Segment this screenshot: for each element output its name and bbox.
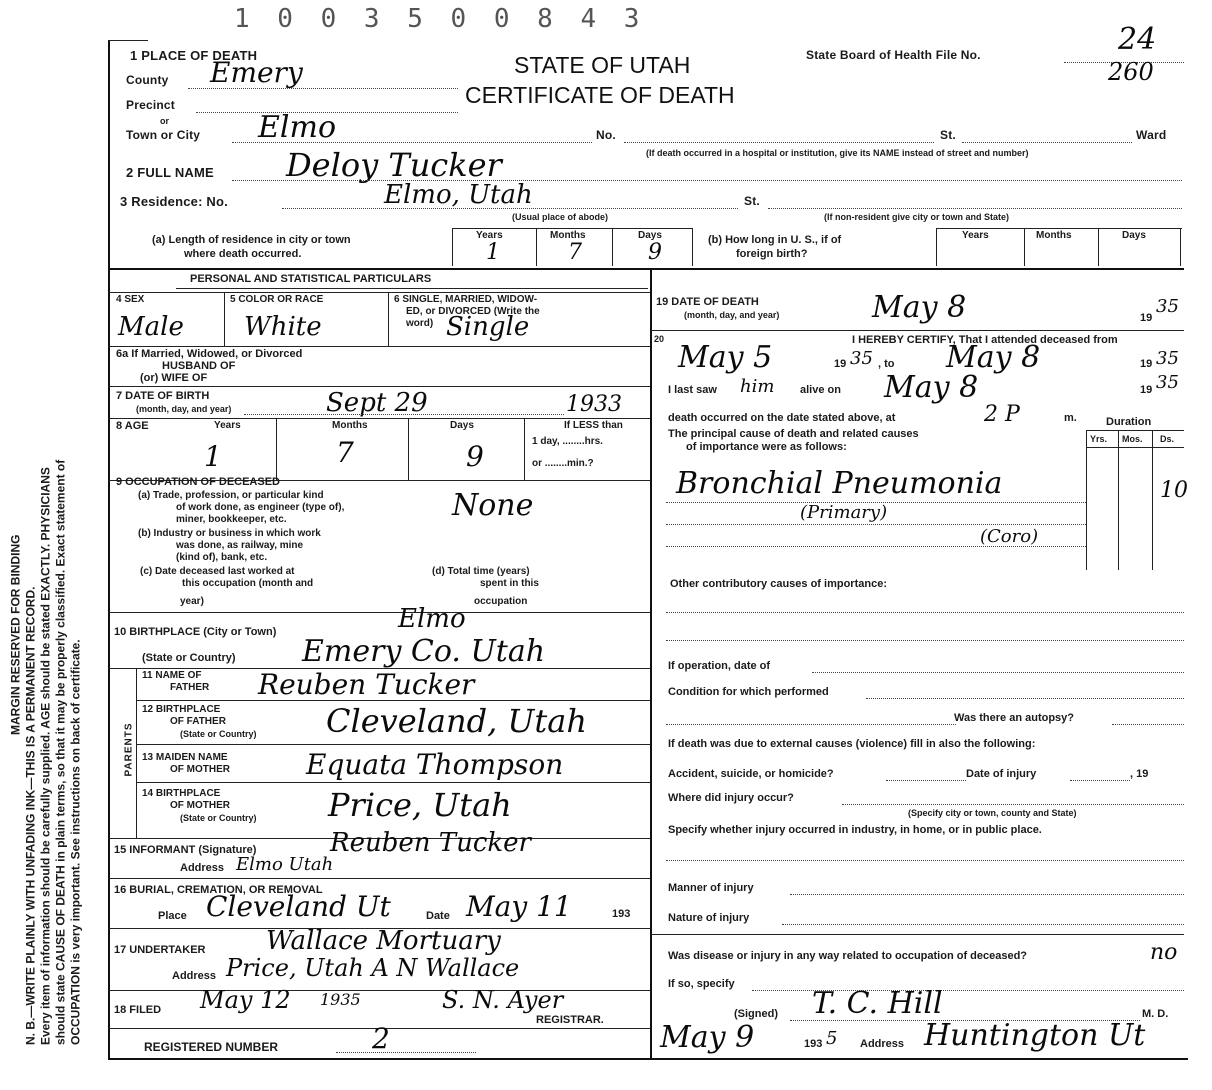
physician-address: Huntington Ut <box>924 1018 1146 1053</box>
attend-to-nineteen: 19 <box>1140 358 1153 370</box>
town-no-label: No. <box>596 128 616 142</box>
occupation-b-3: (kind of), bank, etc. <box>176 552 268 563</box>
attend-to-year: 35 <box>1156 348 1179 369</box>
signature-year-prefix: 193 <box>804 1038 823 1050</box>
manner-label: Manner of injury <box>668 882 754 894</box>
color-value: White <box>244 312 322 342</box>
occupation-related-label: Was disease or injury in any way related to occupation of deceased? <box>668 950 1028 962</box>
other-causes-label: Other contributory causes of importance: <box>670 578 887 590</box>
length-label-2: where death occurred. <box>184 248 302 260</box>
external-causes-label: If death was due to external causes (violence) fill in also the following: <box>668 738 1036 750</box>
marital-label-1: 6 SINGLE, MARRIED, WIDOW- <box>394 294 538 305</box>
informant-address: Elmo Utah <box>236 854 334 875</box>
margin-instructions <box>0 0 96 1090</box>
dob-value: Sept 29 <box>326 388 428 418</box>
mother-label-1: 13 MAIDEN NAME <box>142 752 228 763</box>
alive-year: 35 <box>1156 372 1179 393</box>
attend-from-nineteen: 19 <box>834 358 847 370</box>
ward-label: Ward <box>1136 128 1167 142</box>
cause-intro-2: of importance were as follows: <box>686 441 847 453</box>
death-year: 35 <box>1156 296 1179 317</box>
cause-primary: (Primary) <box>800 502 888 523</box>
age-months-header: Months <box>332 420 368 431</box>
undertaker-address: Price, Utah A N Wallace <box>226 954 520 982</box>
registered-number-value: 2 <box>372 1022 390 1055</box>
file-no-value-2: 260 <box>1108 58 1154 86</box>
filed-label: 18 FILED <box>114 1004 162 1016</box>
age-label: 8 AGE <box>116 420 149 432</box>
dob-year: 1933 <box>566 392 622 417</box>
town-label: Town or City <box>126 128 201 142</box>
parents-side-label: PARENTS <box>123 722 135 777</box>
serial-number: 1 0 0 3 5 0 0 8 4 3 <box>234 4 646 34</box>
burial-date-label: Date <box>426 910 450 922</box>
spouse-label-2: HUSBAND OF <box>162 360 236 372</box>
occupation-a-3: miner, bookkeeper, etc. <box>176 514 287 525</box>
father-label-2: FATHER <box>170 682 210 693</box>
attend-from-year: 35 <box>850 348 873 369</box>
attend-to: May 8 <box>946 340 1041 375</box>
occupation-d-2: spent in this <box>480 578 539 589</box>
color-label: 5 COLOR OR RACE <box>230 294 324 305</box>
father-birthplace-label-3: (State or Country) <box>180 729 257 739</box>
occupation-value: None <box>452 488 534 523</box>
margin-instruction-1: Every item of information should be carefully supplied. AGE should be stated EXACTLY. PHYSICIANS <box>38 467 53 1045</box>
residence-label: 3 Residence: No. <box>120 194 228 209</box>
precinct-label: Precinct <box>126 98 175 112</box>
birthplace-state-label: (State or Country) <box>142 652 236 664</box>
occupation-related-value: no <box>1150 940 1178 965</box>
informant-label: 15 INFORMANT (Signature) <box>114 844 257 856</box>
registered-number-label: REGISTERED NUMBER <box>144 1040 279 1054</box>
town-value: Elmo <box>258 110 337 145</box>
occupation-c-3: year) <box>180 596 204 607</box>
town-st-label: St. <box>940 128 956 142</box>
age-days: 9 <box>466 440 484 473</box>
accident-label: Accident, suicide, or homicide? <box>668 768 834 780</box>
residence-st-label: St. <box>744 194 760 208</box>
death-date: May 8 <box>872 290 967 325</box>
dob-label-2: (month, day, and year) <box>136 404 232 414</box>
condition-label: Condition for which performed <box>668 686 829 698</box>
us-label-2: foreign birth? <box>736 248 808 260</box>
or-label: or <box>160 116 169 126</box>
filed-date: May 12 <box>200 986 291 1014</box>
occupation-b-1: (b) Industry or business in which work <box>138 528 321 539</box>
father-label-1: 11 NAME OF <box>142 670 202 681</box>
alive-year-prefix: 19 <box>1140 384 1153 396</box>
sex-value: Male <box>118 312 184 342</box>
last-saw-value: him <box>740 376 775 397</box>
death-occurred-label: death occurred on the date stated above, at <box>668 412 896 424</box>
county-value: Emery <box>210 56 303 89</box>
registrar-label: REGISTRAR. <box>536 1014 604 1026</box>
certify-text: I HEREBY CERTIFY, That I attended deceased from <box>852 334 1118 346</box>
injury-year-prefix: , 19 <box>1130 768 1149 780</box>
cause-intro-1: The principal cause of death and related causes <box>668 428 919 440</box>
mother-birthplace-label-3: (State or Country) <box>180 813 257 823</box>
informant-value: Reuben Tucker <box>330 828 531 858</box>
hospital-note: (If death occurred in a hospital or institution, give its NAME instead of street and number) <box>646 148 1029 158</box>
less-than-2: 1 day, ........hrs. <box>532 436 603 447</box>
operation-label: If operation, date of <box>668 660 771 672</box>
death-date-label-2: (month, day, and year) <box>684 310 780 320</box>
age-years-header: Years <box>214 420 241 431</box>
length-months-header: Months <box>550 230 586 241</box>
spouse-label-3: (or) WIFE OF <box>140 372 208 384</box>
margin-instruction-3: OCCUPATION is very important. See instructions on back of certificate. <box>68 639 83 1045</box>
attend-to-label: , to <box>878 358 895 370</box>
burial-place: Cleveland Ut <box>206 890 391 923</box>
margin-warning: N. B.—WRITE PLAINLY WITH UNFADING INK—THIS IS A PERMANENT RECORD. <box>23 586 38 1045</box>
injury-specify-label: Specify whether injury occurred in industry, in home, or in public place. <box>668 824 1042 836</box>
marital-value: Single <box>446 312 530 342</box>
death-time: 2 P <box>984 402 1020 427</box>
file-no-label: State Board of Health File No. <box>806 48 981 62</box>
father-birthplace: Cleveland, Utah <box>326 702 587 740</box>
us-label-1: (b) How long in U. S., if of <box>708 234 842 246</box>
length-days-header: Days <box>638 230 662 241</box>
length-months: 7 <box>568 240 582 265</box>
certify-number: 20 <box>654 334 665 344</box>
spouse-label-1: 6a If Married, Widowed, or Divorced <box>116 348 303 360</box>
county-label: County <box>126 73 169 87</box>
signature-year: 5 <box>826 1028 838 1049</box>
sex-label: 4 SEX <box>116 294 145 305</box>
burial-date: May 11 <box>466 890 572 923</box>
registrar-signature: S. N. Ayer <box>442 986 564 1014</box>
occupation-d-3: occupation <box>474 596 528 607</box>
margin-binding-note: MARGIN RESERVED FOR BINDING <box>8 534 23 735</box>
mother-value: Equata Thompson <box>306 748 564 781</box>
occupation-c-2: this occupation (month and <box>182 578 314 589</box>
mother-birthplace: Price, Utah <box>328 786 512 824</box>
full-name-label: 2 FULL NAME <box>126 165 214 180</box>
cause-of-death: Bronchial Pneumonia <box>676 466 1003 501</box>
occupation-b-2: was done, as railway, mine <box>176 540 304 551</box>
age-months: 7 <box>336 436 354 469</box>
occupation-a-1: (a) Trade, profession, or particular kind <box>138 490 324 501</box>
mother-label-2: OF MOTHER <box>170 764 230 775</box>
place-heading: 1 PLACE OF DEATH <box>130 48 258 63</box>
full-name-value: Deloy Tucker <box>286 146 502 184</box>
physician-signature: T. C. Hill <box>812 986 943 1021</box>
occupation-label: 9 OCCUPATION OF DECEASED <box>116 476 280 488</box>
undertaker-label: 17 UNDERTAKER <box>114 944 206 956</box>
birthplace-label: 10 BIRTHPLACE (City or Town) <box>114 626 277 638</box>
nature-label: Nature of injury <box>668 912 750 924</box>
age-days-header: Days <box>450 420 474 431</box>
dob-label-1: 7 DATE OF BIRTH <box>116 390 210 402</box>
mother-birthplace-label-2: OF MOTHER <box>170 800 230 811</box>
undertaker-address-label: Address <box>172 970 217 982</box>
injury-where-note: (Specify city or town, county and State) <box>908 808 1077 818</box>
length-years: 1 <box>486 240 500 265</box>
birthplace-state: Emery Co. Utah <box>302 634 546 669</box>
burial-place-label: Place <box>158 910 187 922</box>
last-saw-label: I last saw <box>668 384 717 396</box>
filed-year: 1935 <box>320 990 361 1009</box>
less-than-3: or ........min.? <box>532 458 594 469</box>
undertaker-value: Wallace Mortuary <box>266 926 501 956</box>
burial-year: 193 <box>612 908 631 920</box>
md-label: M. D. <box>1142 1008 1169 1020</box>
occupation-a-2: of work done, as engineer (type of), <box>176 502 345 513</box>
occupation-c-1: (c) Date deceased last worked at <box>140 566 295 577</box>
injury-date-label: Date of injury <box>966 768 1037 780</box>
state-title: STATE OF UTAH <box>514 52 691 78</box>
length-label-1: (a) Length of residence in city or town <box>152 234 351 246</box>
certificate-title: CERTIFICATE OF DEATH <box>465 82 735 108</box>
us-days-header: Days <box>1122 230 1146 241</box>
length-years-header: Years <box>476 230 503 241</box>
birthplace-city: Elmo <box>398 604 466 634</box>
occupation-d-1: (d) Total time (years) <box>432 566 530 577</box>
attend-from: May 5 <box>678 340 773 375</box>
nonresident-note: (If non-resident give city or town and State) <box>824 212 1010 222</box>
margin-instruction-2: should state CAUSE OF DEATH in plain terms, so that it may be properly classified. Exact statement of <box>53 459 68 1045</box>
duration-mos: Mos. <box>1122 434 1143 444</box>
burial-label: 16 BURIAL, CREMATION, OR REMOVAL <box>114 884 323 896</box>
father-birthplace-label-1: 12 BIRTHPLACE <box>142 704 221 715</box>
duration-yrs: Yrs. <box>1090 434 1108 444</box>
alive-date: May 8 <box>884 370 979 405</box>
injury-where-label: Where did injury occur? <box>668 792 794 804</box>
length-days: 9 <box>648 240 662 265</box>
duration-header: Duration <box>1106 416 1152 428</box>
father-value: Reuben Tucker <box>258 668 475 701</box>
father-birthplace-label-2: OF FATHER <box>170 716 226 727</box>
cause-duration: 10 <box>1160 478 1188 503</box>
us-months-header: Months <box>1036 230 1072 241</box>
death-time-m: m. <box>1064 412 1077 424</box>
informant-address-label: Address <box>180 862 225 874</box>
if-so-label: If so, specify <box>668 978 735 990</box>
autopsy-label: Was there an autopsy? <box>954 712 1075 724</box>
marital-label-3: word) <box>406 318 434 329</box>
marital-label-2: ED, or DIVORCED (Write the <box>406 306 540 317</box>
physician-signed-label: (Signed) <box>734 1008 778 1020</box>
less-than-1: If LESS than <box>564 420 623 431</box>
abode-note: (Usual place of abode) <box>512 212 609 222</box>
us-years-header: Years <box>962 230 989 241</box>
residence-value: Elmo, Utah <box>384 180 533 210</box>
mother-birthplace-label-1: 14 BIRTHPLACE <box>142 788 221 799</box>
physician-address-label: Address <box>860 1038 905 1050</box>
death-year-prefix: 19 <box>1140 312 1153 324</box>
age-years: 1 <box>204 440 222 473</box>
duration-ds: Ds. <box>1160 434 1175 444</box>
death-date-label-1: 19 DATE OF DEATH <box>656 296 759 308</box>
personal-heading: PERSONAL AND STATISTICAL PARTICULARS <box>190 273 432 285</box>
cause-code: (Coro) <box>980 526 1039 547</box>
signature-date: May 9 <box>660 1020 755 1055</box>
file-no-value: 24 <box>1118 22 1157 57</box>
alive-label: alive on <box>800 384 841 396</box>
